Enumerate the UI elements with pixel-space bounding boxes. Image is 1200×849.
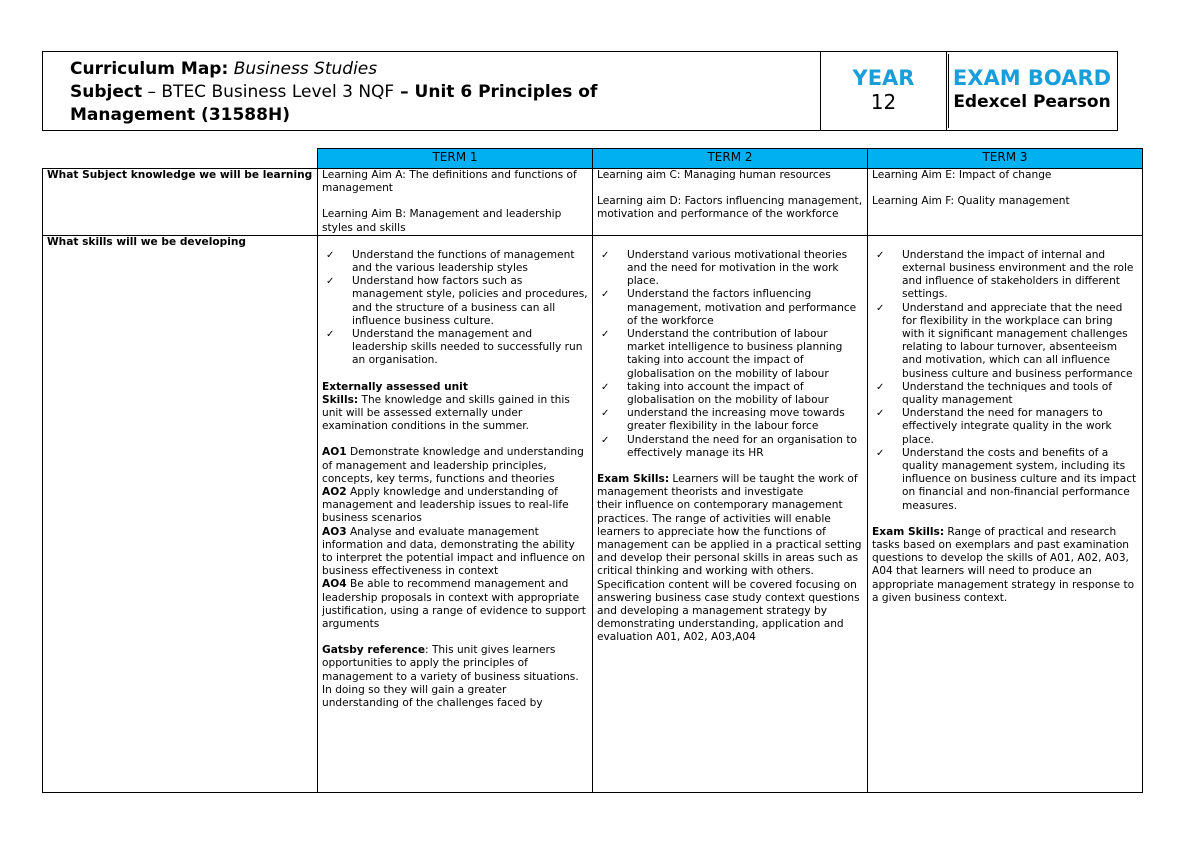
- cell-knowledge-term2: [593, 168, 868, 235]
- column-header-term3: TERM 3: [868, 149, 1143, 169]
- list-item: ✓ Understand various motivational theories and the need for motivation in the work place.: [597, 249, 863, 289]
- subject-dash: –: [142, 82, 162, 102]
- list-item: ✓ Understand the contribution of labour market intelligence to business planning taking into account the impact of globalisation on the mobility of labour: [597, 328, 863, 381]
- cell-knowledge-term1: [318, 168, 593, 235]
- year-cell: [821, 52, 947, 130]
- gatsby-reference-2: understanding of the challenges faced by: [322, 697, 543, 710]
- ao2-text-2: business scenarios: [322, 512, 422, 525]
- list-item: ✓ Understand how factors such as management style, policies and procedures, and the structure of a business can all influence business culture.: [322, 275, 588, 328]
- column-header-term1: TERM 1: [318, 149, 593, 169]
- exam-board-value: Edexcel Pearson: [953, 92, 1111, 112]
- subject-unit-2: Management (31588H): [70, 105, 290, 125]
- title-label: Curriculum Map:: [70, 59, 229, 79]
- subject-line-2: [70, 104, 820, 127]
- learning-aim-c: Learning aim C: Managing human resources: [597, 168, 831, 181]
- subject-unit: – Unit 6 Principles of: [394, 82, 598, 102]
- term3-tick-list: [872, 249, 1138, 513]
- curriculum-table: [42, 148, 1143, 793]
- learning-aim-f: Learning Aim F: Quality management: [872, 195, 1070, 208]
- list-item: ✓ Understand and appreciate that the need for flexibility in the workplace can bring with it significant management challenges relating to labour turnover, absenteeism and motivation, which can all influence business culture and business performance: [872, 302, 1138, 381]
- table-row-knowledge: [43, 168, 1143, 235]
- exam-board-label: EXAM BOARD: [952, 66, 1112, 90]
- title-cell: [43, 52, 821, 130]
- externally-assessed-heading: Externally assessed unit: [322, 380, 468, 393]
- list-item: ✓ Understand the costs and benefits of a quality management system, including its influence on business culture and its impact on financial and non-financial performance measures.: [872, 447, 1138, 513]
- year-value: 12: [870, 90, 897, 114]
- cell-knowledge-term3: [868, 168, 1143, 235]
- column-header-term2: TERM 2: [593, 149, 868, 169]
- cell-skills-term1: [318, 235, 593, 792]
- ao4-text: AO4 Be able to recommend management and leadership proposals in context with appropriate justification, using a range of evidence to support arguments: [322, 578, 586, 631]
- term1-skills-text: Skills: The knowledge and skills gained in this unit will be assessed externally under examination conditions in the summer.: [322, 393, 570, 433]
- subject-line: [70, 81, 820, 104]
- gatsby-reference: Gatsby reference: This unit gives learners opportunities to apply the principles of management to a variety of business situations. In doing so they will gain a greater: [322, 644, 579, 696]
- title-line: [70, 58, 820, 81]
- list-item: ✓ Understand the need for an organisation to effectively manage its HR: [597, 434, 863, 460]
- subject-label: Subject: [70, 82, 143, 102]
- term2-tick-list: [597, 249, 863, 460]
- table-header-row: [43, 149, 1143, 169]
- header-box: [42, 51, 1118, 131]
- table-row-skills: [43, 235, 1143, 792]
- term2-exam-skills-2: their influence on contemporary management practices. The range of activities will enable learners to appreciate how the functions of management can be applied in a practical setting and develop their personal skills in areas such as critical thinking and working with others.: [597, 499, 862, 578]
- learning-aim-d: Learning aim D: Factors influencing management, motivation and performance of the workforce: [597, 195, 863, 221]
- subject-text: BTEC Business Level 3 NQF: [161, 82, 395, 102]
- list-item: ✓ Understand the impact of internal and external business environment and the role and influence of stakeholders in different settings.: [872, 249, 1138, 302]
- row-heading-skills: What skills will we be developing: [43, 235, 318, 792]
- year-label: YEAR: [852, 66, 915, 90]
- list-item: ✓ Understand the need for managers to effectively integrate quality in the work place.: [872, 407, 1138, 447]
- term2-exam-skills-3: Specification content will be covered focusing on answering business case study context questions and developing a management strategy by demonstrating understanding, application and evaluation A01, A02, A03,A04: [597, 578, 860, 644]
- term3-exam-skills: Exam Skills: Range of practical and research tasks based on exemplars and past examination questions to develop the skills of A01, A02, A03, A04 that learners will need to produce an appropriate management strategy in response to a given business context.: [872, 525, 1135, 604]
- list-item: ✓ understand the increasing move towards greater flexibility in the labour force: [597, 407, 863, 433]
- term2-exam-skills: Exam Skills: Learners will be taught the work of management theorists and investigate: [597, 472, 858, 499]
- cell-skills-term2: [593, 235, 868, 792]
- row-heading-knowledge: What Subject knowledge we will be learning: [43, 168, 318, 235]
- cell-skills-term3: [868, 235, 1143, 792]
- list-item: ✓ Understand the techniques and tools of quality management: [872, 381, 1138, 407]
- term1-tick-list: [322, 249, 588, 368]
- learning-aim-e: Learning Aim E: Impact of change: [872, 168, 1052, 181]
- ao1-text: AO1 Demonstrate knowledge and understanding of management and leadership principles, concepts, key terms, functions and theories: [322, 446, 584, 485]
- exam-board-cell: [947, 52, 1117, 130]
- ao3-text: AO3 Analyse and evaluate management information and data, demonstrating the ability to interpret the potential impact and influence on business effectiveness in context: [322, 525, 586, 578]
- empty-corner-cell: [43, 149, 318, 169]
- ao2-text: AO2 Apply knowledge and understanding of management and leadership issues to real-life: [322, 485, 569, 512]
- title-value: Business Studies: [233, 59, 378, 79]
- list-item: ✓ Understand the management and leadership skills needed to successfully run an organisation.: [322, 328, 588, 368]
- list-item: ✓ Understand the factors influencing management, motivation and performance of the workforce: [597, 288, 863, 328]
- list-item: ✓ taking into account the impact of globalisation on the mobility of labour: [597, 381, 863, 407]
- list-item: ✓ Understand the functions of management and the various leadership styles: [322, 249, 588, 275]
- learning-aim-a: Learning Aim A: The definitions and functions of management: [322, 168, 577, 195]
- learning-aim-b: Learning Aim B: Management and leadership styles and skills: [322, 208, 562, 234]
